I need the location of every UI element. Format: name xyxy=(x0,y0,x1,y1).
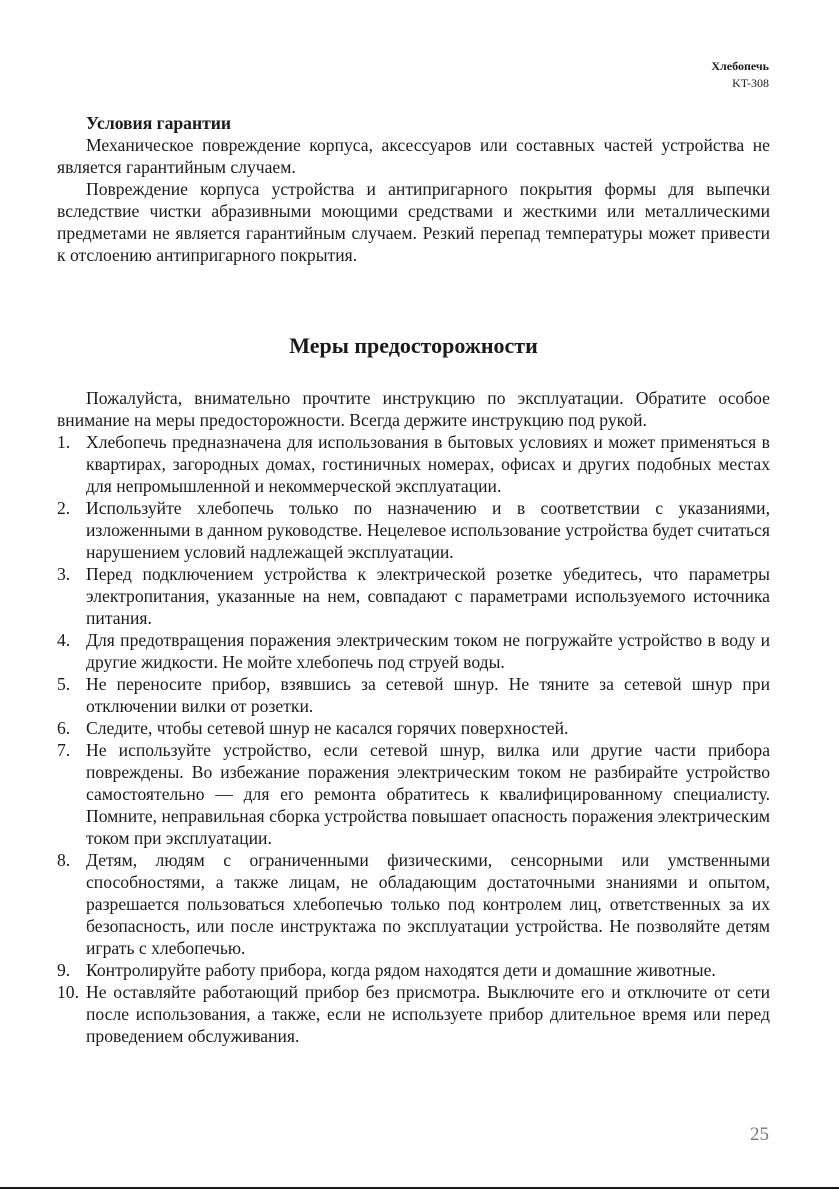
list-item-text: Не используйте устройство, если сетевой шнур, вилка или другие части прибора повреждены. Во избежание поражения электрическим током не разбирайте устройство самостоятельно — для его ремонта обратитесь к квалифицированному специалисту. Помните, неправильная сборка устройства повышает опасность поражения электрическим током при эксплуатации. xyxy=(86,740,770,848)
list-item-text: Следите, чтобы сетевой шнур не касался горячих поверхностей. xyxy=(86,718,569,738)
page-content xyxy=(57,112,770,1047)
precautions-intro: Пожалуйста, внимательно прочтите инструкцию по эксплуатации. Обратите особое внимание на меры предосторожности. Всегда держите инструкцию под рукой. xyxy=(57,388,770,430)
warranty-paragraph: Повреждение корпуса устройства и антипригарного покрытия формы для выпечки вследствие чистки абразивными моющими средствами и жесткими или металлическими предметами не является гарантийным случаем. Резкий перепад температуры может привести к отслоению антипригарного покрытия. xyxy=(57,179,770,265)
list-item xyxy=(57,431,770,497)
list-item xyxy=(57,849,770,959)
list-item-number: 8. xyxy=(57,850,71,870)
list-item xyxy=(57,497,770,563)
warranty-section xyxy=(57,112,770,266)
list-item xyxy=(57,981,770,1047)
list-item-number: 9. xyxy=(57,960,71,980)
warranty-paragraph: Механическое повреждение корпуса, аксессуаров или составных частей устройства не является гарантийным случаем. xyxy=(57,135,770,177)
list-item-number: 1. xyxy=(57,432,71,452)
list-item-number: 3. xyxy=(57,564,71,584)
list-item-text: Контролируйте работу прибора, когда рядом находятся дети и домашние животные. xyxy=(86,960,716,980)
list-item-text: Не оставляйте работающий прибор без присмотра. Выключите его и отключите от сети после использования, а также, если не используете прибор длительное время или перед проведением обслуживания. xyxy=(86,982,770,1046)
list-item-text: Не переносите прибор, взявшись за сетевой шнур. Не тяните за сетевой шнур при отключении вилки от розетки. xyxy=(86,674,770,716)
list-item-text: Детям, людям с ограниченными физическими, сенсорными или умственными способностями, а также лицам, не обладающим достаточными знаниями и опытом, разрешается пользоваться хлебопечью только под контролем лиц, ответственных за их безопасность, или после инструктажа по эксплуатации устройства. Не позволяйте детям играть с хлебопечью. xyxy=(86,850,770,958)
list-item-number: 10. xyxy=(57,982,79,1002)
list-item-number: 7. xyxy=(57,740,71,760)
running-head-title: Хлебопечь xyxy=(711,59,769,73)
running-head xyxy=(711,58,769,92)
list-item-text: Используйте хлебопечь только по назначению и в соответствии с указаниями, изложенными в данном руководстве. Нецелевое использование устройства будет считаться нарушением условий надлежащей эксплуатации. xyxy=(86,498,770,562)
list-item-text: Хлебопечь предназначена для использования в бытовых условиях и может применяться в квартирах, загородных домах, гостиничных номерах, офисах и других подобных местах для непромышленной и некоммерческой эксплуатации. xyxy=(86,432,770,496)
list-item xyxy=(57,717,770,739)
list-item xyxy=(57,739,770,849)
list-item-number: 6. xyxy=(57,718,71,738)
list-item-number: 4. xyxy=(57,630,71,650)
page-number: 25 xyxy=(750,1124,769,1145)
section-title: Меры предосторожности xyxy=(289,333,538,358)
list-item xyxy=(57,563,770,629)
list-item-text: Перед подключением устройства к электрической розетке убедитесь, что параметры электропитания, указанные на нем, совпадают с параметрами используемого источника питания. xyxy=(86,564,770,628)
list-item-text: Для предотвращения поражения электрическим током не погружайте устройство в воду и другие жидкости. Не мойте хлебопечь под струей воды. xyxy=(86,630,770,672)
list-item xyxy=(57,959,770,981)
list-item xyxy=(57,673,770,717)
list-item-number: 2. xyxy=(57,498,71,518)
precautions-section xyxy=(57,332,770,1047)
list-item xyxy=(57,629,770,673)
warranty-heading: Условия гарантии xyxy=(86,113,232,133)
running-head-model: KT-308 xyxy=(732,76,769,90)
precautions-list xyxy=(57,431,770,1047)
list-item-number: 5. xyxy=(57,674,71,694)
